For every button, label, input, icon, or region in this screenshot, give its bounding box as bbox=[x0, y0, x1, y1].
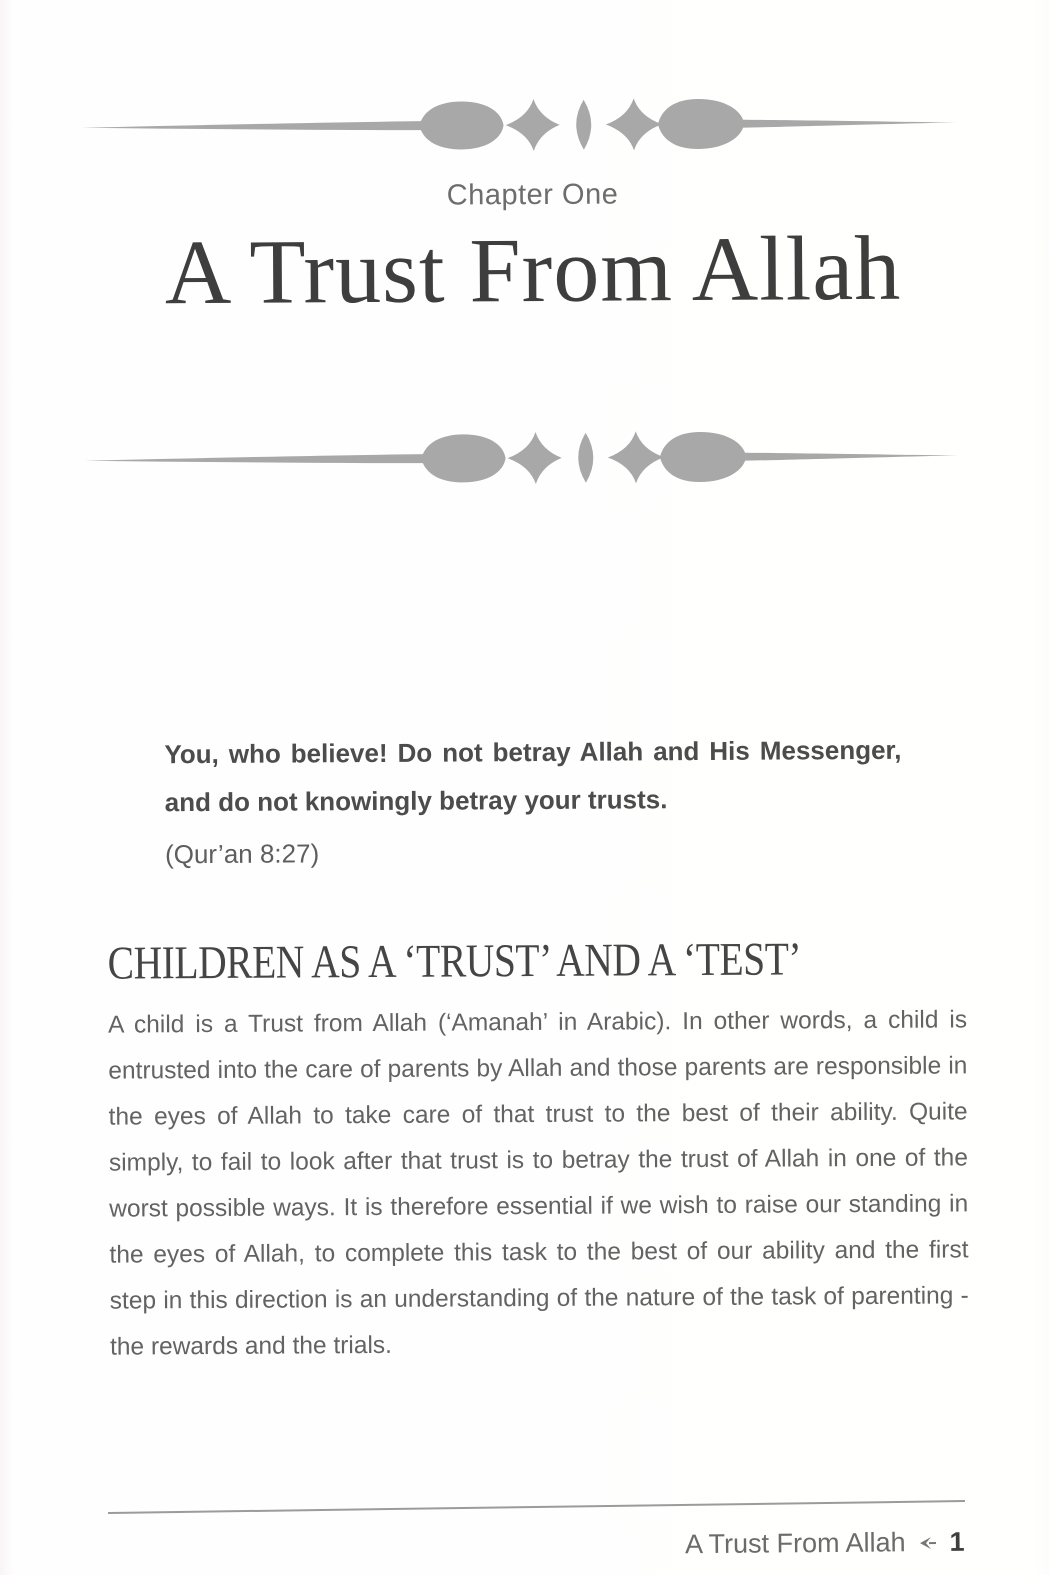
quote-reference: (Qur’an 8:27) bbox=[164, 838, 320, 870]
left-arrow-fleuron-icon bbox=[919, 1535, 937, 1551]
section-heading bbox=[108, 931, 967, 990]
page-number: 1 bbox=[949, 1526, 966, 1557]
quote-text: You, who believe! Do not betray Allah and His Messenger, and do not knowingly betray your trusts. bbox=[164, 734, 902, 818]
chapter-label: Chapter One bbox=[446, 178, 619, 212]
running-title: A Trust From Allah bbox=[685, 1527, 907, 1560]
footer-rule bbox=[108, 1500, 965, 1514]
section-heading-text: CHILDREN AS A ‘TRUST’ AND A ‘TEST’ bbox=[107, 933, 802, 990]
page-footer bbox=[685, 1527, 965, 1560]
ornamental-divider-icon bbox=[80, 94, 958, 155]
quran-quote-block bbox=[164, 726, 902, 876]
body-paragraph: A child is a Trust from Allah (‘Amanah’ in Arabic). In other words, a child is entrusted into the care of parents by Allah and those parents are responsible in the eyes of Allah to take care of that trust to the best of their ability. Quite simply, to fail to look after that trust is to betray the trust of Allah in one of the worst possible ways. It is therefore essential if we wish to raise our standing in the eyes of Allah, to complete this task to the best of our ability and the first step in this direction is an understanding of the nature of the task of parenting - the rewards and the trials. bbox=[107, 1006, 969, 1361]
ornamental-divider-icon bbox=[82, 427, 960, 488]
chapter-title: A Trust From Allah bbox=[164, 216, 902, 324]
page-content bbox=[102, 0, 969, 1371]
